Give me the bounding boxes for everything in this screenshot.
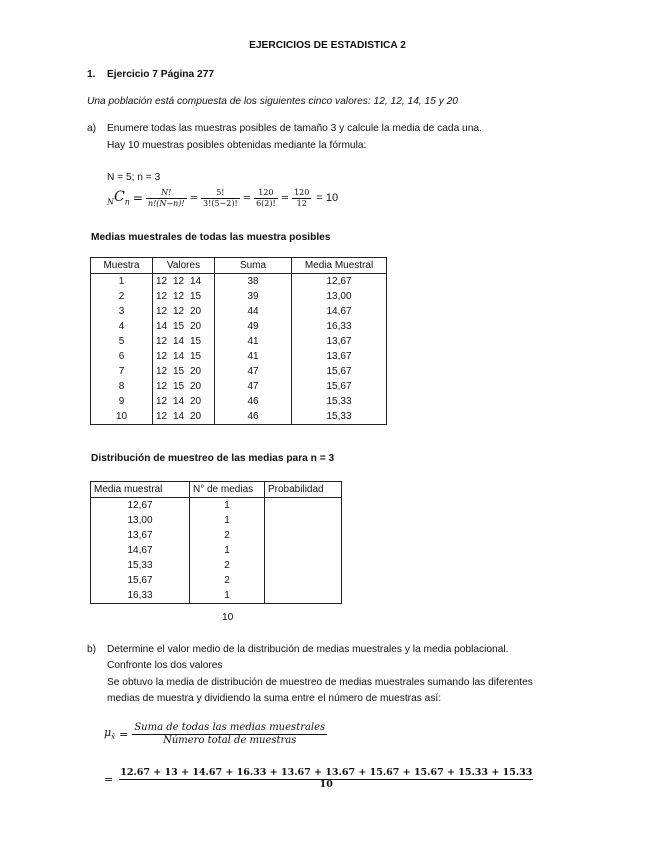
sum-fraction-denominator: 10 [319,778,333,790]
table-row [91,513,342,528]
mu-symbol: μ [104,726,112,740]
table-row [91,498,342,514]
cell-media: 13,67 [292,334,387,349]
cell-valor-3: 20 [190,381,202,392]
cell-probabilidad [265,573,342,588]
page-title: EJERCICIOS DE ESTADISTICA 2 [249,40,406,51]
formula-fraction-4 [292,188,311,207]
cell-suma: 41 [215,334,292,349]
part-b-explanation-2: medias de muestra y dividiendo la suma entre el número de muestras así: [107,693,442,704]
table2-total: 10 [222,612,234,623]
cell-valores [153,334,215,349]
cell-valor-3: 20 [190,321,202,332]
cell-suma: 46 [215,394,292,409]
cell-probabilidad [265,543,342,558]
cell-n-medias: 2 [190,528,265,543]
cell-media-muestral: 13,67 [91,528,190,543]
cell-suma: 44 [215,304,292,319]
intro-text: Una población está compuesta de los siguientes cinco valores: 12, 12, 14, 15 y 20 [87,96,458,107]
table-row [91,304,387,319]
cell-valor-3: 20 [190,396,202,407]
cell-muestra: 7 [91,364,153,379]
cell-valores [153,394,215,409]
f1-numerator: N! [146,188,187,198]
cell-media-muestral: 13,00 [91,513,190,528]
table-row [91,364,387,379]
cell-valor-3: 15 [190,351,202,362]
f4-numerator: 120 [294,188,310,198]
cell-valor-2: 15 [173,366,185,377]
f4-denominator: 12 [296,198,307,208]
cell-valor-1: 12 [156,396,168,407]
cell-muestra: 5 [91,334,153,349]
cell-probabilidad [265,498,342,514]
f3-numerator: 120 [254,188,278,198]
cell-muestra: 3 [91,304,153,319]
cell-muestra: 4 [91,319,153,334]
table-row [91,409,387,425]
table-row [91,289,387,304]
table-row [91,379,387,394]
sum-formula [104,768,533,791]
sum-equals: = [104,772,114,786]
part-a-explanation: Hay 10 muestras posibles obtenidas mediante la fórmula: [107,140,367,151]
table-row [91,394,387,409]
cell-n-medias: 1 [190,543,265,558]
formula-fraction-3 [254,188,278,207]
cell-valor-3: 15 [190,336,202,347]
cell-valor-2: 15 [173,381,185,392]
cell-valor-1: 14 [156,321,168,332]
cell-valor-2: 14 [173,336,185,347]
cell-muestra: 9 [91,394,153,409]
formula-equals: = [132,191,143,205]
table-row [91,573,342,588]
cell-media: 15,67 [292,364,387,379]
mean-fraction [132,722,327,746]
cell-valor-3: 20 [190,366,202,377]
cell-valor-2: 12 [173,291,185,302]
cell-valor-2: 12 [173,276,185,287]
cell-media: 14,67 [292,304,387,319]
part-b-question: Determine el valor medio de la distribución de medias muestrales y la media poblacional. [107,644,509,655]
cell-muestra: 10 [91,409,153,425]
cell-valor-1: 12 [156,291,168,302]
cell-n-medias: 1 [190,513,265,528]
table-row [91,319,387,334]
cell-valores [153,274,215,290]
header-muestra: Muestra [91,258,153,274]
table-row [91,543,342,558]
formula-c: C [114,189,125,206]
sum-fraction [119,768,533,791]
cell-media: 16,33 [292,319,387,334]
header-probabilidad: Probabilidad [265,482,342,498]
formula-sub-n-upper: N [107,197,114,207]
table-row [91,274,387,290]
cell-probabilidad [265,588,342,604]
cell-suma: 47 [215,364,292,379]
cell-media-muestral: 14,67 [91,543,190,558]
combination-formula: $_NC_n$ = $\frac{N!}{n!(N-n)!}$ = $\frac{5!}{3!(5-2)!}$ = $\frac{120}{6(2)!}$ = $\frac{120}{12}$ = 10 [107,188,339,208]
cell-media: 13,67 [292,349,387,364]
part-b-question-2: Confronte los dos valores [107,660,223,671]
mu-subscript: x̄ [111,733,116,742]
cell-muestra: 2 [91,289,153,304]
cell-valor-1: 12 [156,411,168,422]
cell-media: 15,33 [292,394,387,409]
cell-valor-3: 14 [190,276,202,287]
table-row [91,588,342,604]
cell-valor-2: 14 [173,411,185,422]
cell-valor-1: 12 [156,306,168,317]
table-header-row [91,258,387,274]
cell-valores [153,409,215,425]
cell-probabilidad [265,558,342,573]
cell-media-muestral: 16,33 [91,588,190,604]
cell-valor-2: 15 [173,321,185,332]
cell-valor-2: 14 [173,351,185,362]
part-b-explanation-1: Se obtuvo la media de distribución de muestreo de medias muestrales sumando las diferentes [107,677,533,688]
header-valores: Valores [153,258,215,274]
part-a-marker: a) [87,123,97,134]
f2-numerator: 5! [201,188,240,198]
table-row [91,349,387,364]
cell-valores [153,289,215,304]
formula-fraction-1 [146,188,187,207]
f3-denominator: 6(2)! [256,198,276,208]
formula-sub-n-lower: n [124,197,130,207]
mean-fraction-denominator: Número total de muestras [163,734,297,746]
cell-suma: 49 [215,319,292,334]
distribution-table [90,481,342,604]
cell-media: 12,67 [292,274,387,290]
table-row [91,528,342,543]
cell-valores [153,349,215,364]
cell-n-medias: 1 [190,588,265,604]
cell-suma: 41 [215,349,292,364]
cell-valores [153,364,215,379]
formula-fraction-2 [201,188,240,207]
cell-valores [153,319,215,334]
mean-formula [104,722,327,746]
section-number: 1. [87,69,96,80]
cell-valor-1: 12 [156,276,168,287]
cell-media: 13,00 [292,289,387,304]
part-b-marker: b) [87,644,97,655]
cell-valores [153,379,215,394]
cell-n-medias: 2 [190,558,265,573]
cell-valor-2: 12 [173,306,185,317]
cell-probabilidad [265,528,342,543]
cell-suma: 47 [215,379,292,394]
cell-muestra: 1 [91,274,153,290]
cell-valor-2: 14 [173,396,185,407]
cell-media-muestral: 15,67 [91,573,190,588]
cell-muestra: 8 [91,379,153,394]
cell-valor-1: 12 [156,336,168,347]
cell-media-muestral: 15,33 [91,558,190,573]
cell-valores [153,304,215,319]
cell-valor-3: 20 [190,411,202,422]
table-header-row [91,482,342,498]
table2-heading: Distribución de muestreo de las medias para n = 3 [91,453,335,464]
section-heading: Ejercicio 7 Página 277 [107,69,215,80]
cell-media: 15,33 [292,409,387,425]
header-suma: Suma [215,258,292,274]
header-n-medias: N° de medias [190,482,265,498]
mean-fraction-numerator: Suma de todas las medias muestrales [134,722,326,733]
cell-muestra: 6 [91,349,153,364]
header-media-muestral: Media Muestral [292,258,387,274]
cell-valor-1: 12 [156,381,168,392]
table1-heading: Medias muestrales de todas las muestra posibles [91,232,331,243]
cell-valor-3: 15 [190,291,202,302]
cell-n-medias: 2 [190,573,265,588]
f2-denominator: 3!(5−2)! [203,198,238,208]
cell-media: 15,67 [292,379,387,394]
formula-result: = 10 [316,192,339,204]
cell-suma: 39 [215,289,292,304]
table-row [91,558,342,573]
cell-media-muestral: 12,67 [91,498,190,514]
formula-params: N = 5; n = 3 [107,172,161,183]
table-row [91,334,387,349]
cell-valor-1: 12 [156,351,168,362]
cell-probabilidad [265,513,342,528]
cell-suma: 46 [215,409,292,425]
cell-suma: 38 [215,274,292,290]
mean-equals: = [119,727,129,741]
sum-fraction-numerator: 12.67 + 13 + 14.67 + 16.33 + 13.67 + 13.67 + 15.67 + 15.67 + 15.33 + 15.33 [120,767,533,778]
part-a-question: Enumere todas las muestras posibles de tamaño 3 y calcule la media de cada una. [107,123,482,134]
samples-table [90,257,387,425]
cell-valor-1: 12 [156,366,168,377]
f1-denominator: n!(N−n)! [147,198,185,208]
header-media-muestral: Media muestral [91,482,190,498]
cell-valor-3: 20 [190,306,202,317]
cell-n-medias: 1 [190,498,265,514]
